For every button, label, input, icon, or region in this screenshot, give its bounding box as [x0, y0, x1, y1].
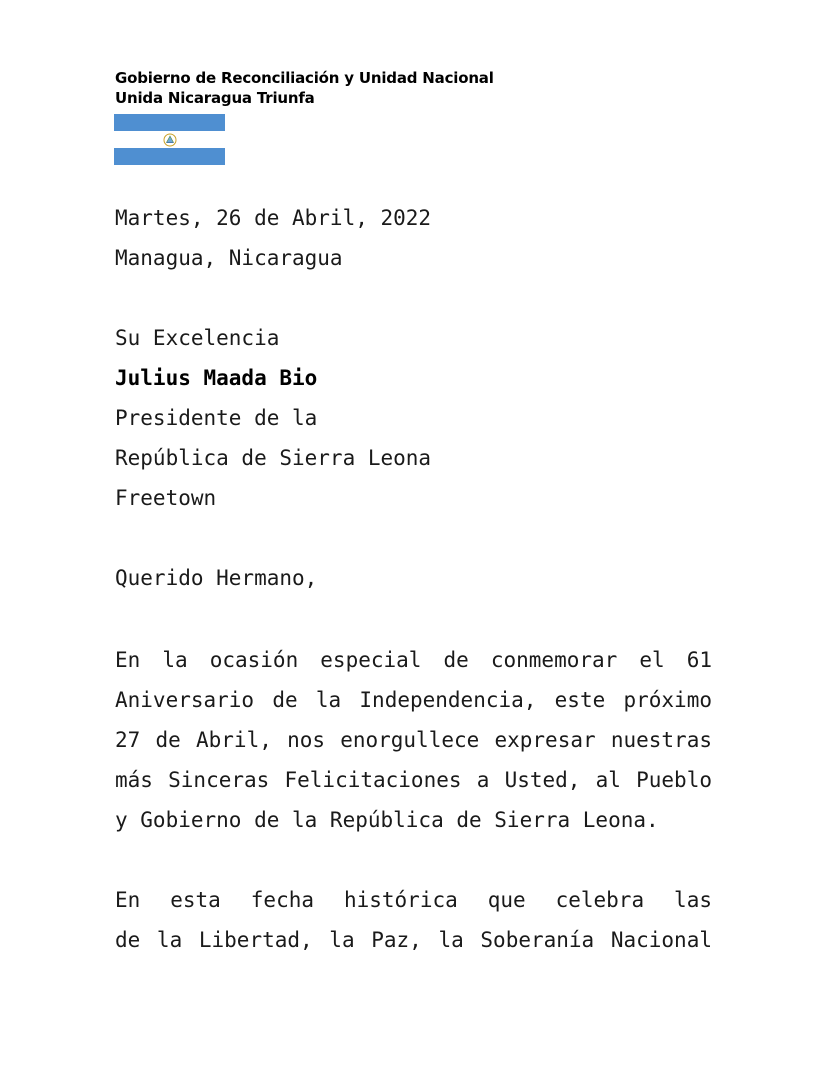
recipient-role: Presidente de la	[115, 406, 318, 430]
paragraph-line: En esta fecha histórica que celebra las	[115, 888, 712, 912]
date-place-block	[115, 198, 712, 278]
paragraph-line: Aniversario de la Independencia, este próximo	[115, 688, 712, 712]
letterhead-slogan: Unida Nicaragua Triunfa	[115, 89, 315, 107]
recipient-title: Su Excelencia	[115, 326, 280, 350]
greeting-block	[115, 558, 712, 598]
paragraph-line: En la ocasión especial de conmemorar el 61	[115, 648, 712, 672]
recipient-name: Julius Maada Bio	[115, 366, 318, 390]
letter-place: Managua, Nicaragua	[115, 246, 343, 270]
recipient-country: República de Sierra Leona	[115, 446, 432, 470]
paragraph-line: 27 de Abril, nos enorgullece expresar nuestras	[115, 728, 712, 752]
letterhead	[115, 68, 494, 108]
recipient-block	[115, 318, 712, 518]
letter-date: Martes, 26 de Abril, 2022	[115, 206, 432, 230]
paragraph-2	[115, 880, 712, 960]
letterhead-government-name: Gobierno de Reconciliación y Unidad Nacional	[115, 69, 494, 87]
paragraph-line: y Gobierno de la República de Sierra Leona.	[115, 808, 659, 832]
coat-of-arms-icon	[161, 133, 179, 147]
recipient-city: Freetown	[115, 486, 217, 510]
letter-greeting: Querido Hermano,	[115, 566, 318, 590]
paragraph-line: de la Libertad, la Paz, la Soberanía Nacional	[115, 928, 712, 952]
paragraph-1	[115, 640, 712, 840]
nicaragua-flag-icon	[114, 114, 225, 165]
paragraph-line: más Sinceras Felicitaciones a Usted, al Pueblo	[115, 768, 712, 792]
